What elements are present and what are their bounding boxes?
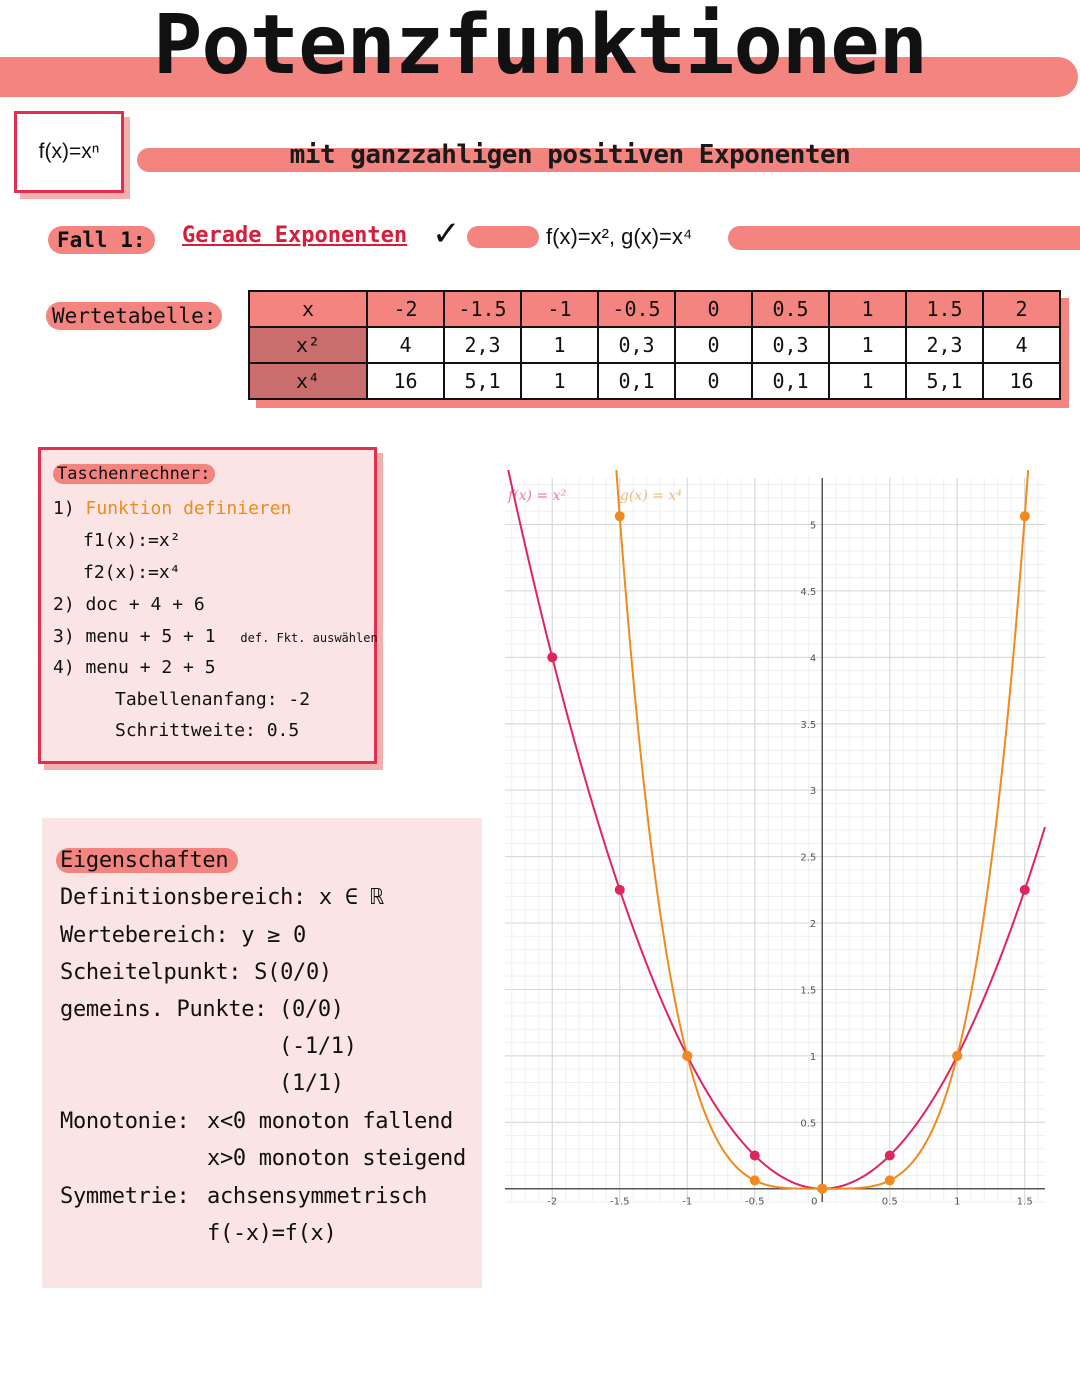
properties-box <box>42 818 482 1288</box>
calc-step-2: 2) doc + 4 + 6 <box>53 594 205 615</box>
table-cell: 1 <box>829 327 906 363</box>
data-point <box>750 1151 760 1161</box>
table-cell: 4 <box>983 327 1060 363</box>
prop-monotony-label: Monotonie: <box>60 1109 190 1134</box>
table-cell: 2,3 <box>906 327 983 363</box>
calc-f2: f2(x):=x⁴ <box>83 562 181 583</box>
table-label: Wertetabelle: <box>46 302 222 330</box>
legend-entry: f(x) = x² <box>508 488 567 504</box>
data-point <box>682 1051 692 1061</box>
y-tick-label: 1.5 <box>800 985 817 997</box>
table-cell: -1 <box>521 291 598 327</box>
y-tick-label: 2 <box>809 919 817 931</box>
calc-start: Tabellenanfang: -2 <box>115 689 311 710</box>
data-point <box>615 511 625 521</box>
table-row <box>249 327 1060 363</box>
table-cell: 0 <box>675 291 752 327</box>
formula-text: f(x)=xⁿ <box>38 140 100 163</box>
prop-monotony: x<0 monoton fallend <box>207 1109 453 1134</box>
data-point <box>615 885 625 895</box>
case-functions: f(x)=x², g(x)=x⁴ <box>546 224 693 249</box>
table-cell: 0 <box>675 363 752 399</box>
data-point <box>1020 885 1030 895</box>
table-cell: 4 <box>367 327 444 363</box>
x-tick-label: -0.5 <box>744 1196 765 1208</box>
case-name: Gerade Exponenten <box>182 223 408 248</box>
prop-range: Wertebereich: y ≥ 0 <box>60 923 306 948</box>
calculator-title: Taschenrechner: <box>53 464 215 484</box>
y-tick-label: 3.5 <box>800 719 817 731</box>
prop-symmetry-label: Symmetrie: <box>60 1184 190 1209</box>
data-point <box>547 652 557 662</box>
prop-symmetry: achsensymmetrisch <box>207 1184 428 1209</box>
value-table <box>248 290 1061 400</box>
calculator-box <box>38 447 377 764</box>
prop-symmetry-formula: f(-x)=f(x) <box>207 1221 337 1246</box>
x-tick-label: -1 <box>682 1196 693 1208</box>
table-cell: 0,3 <box>598 327 675 363</box>
row-header: x⁴ <box>249 363 367 399</box>
prop-common-label: gemeins. Punkte: <box>60 997 268 1022</box>
data-point <box>1020 511 1030 521</box>
prop-monotony: x>0 monoton steigend <box>207 1146 466 1171</box>
table-cell: 1 <box>521 327 598 363</box>
calc-stepwidth: Schrittweite: 0.5 <box>115 720 300 741</box>
step-number: 1) <box>53 498 75 519</box>
table-cell: 1 <box>829 363 906 399</box>
prop-common-point: (1/1) <box>279 1071 344 1096</box>
table-cell: 1 <box>521 363 598 399</box>
x-tick-label: 0 <box>811 1196 818 1208</box>
prop-common-point: (0/0) <box>279 997 344 1022</box>
table-row <box>249 291 1060 327</box>
table-cell: 0 <box>675 327 752 363</box>
check-icon: ✓ <box>432 214 461 254</box>
data-point <box>817 1184 827 1194</box>
table-cell: 5,1 <box>906 363 983 399</box>
y-tick-label: 4.5 <box>800 586 817 598</box>
table-cell: 0,1 <box>752 363 829 399</box>
table-cell: 1.5 <box>906 291 983 327</box>
x-tick-label: -2 <box>547 1196 558 1208</box>
case-label: Fall 1: <box>48 226 155 254</box>
prop-domain: Definitionsbereich: x ∈ ℝ <box>60 885 384 910</box>
highlight-bar <box>728 226 1080 250</box>
highlight-bar <box>467 226 539 248</box>
page-title: Potenzfunktionen <box>153 0 927 93</box>
x-tick-label: 0.5 <box>881 1196 898 1208</box>
x-tick-label: 1.5 <box>1016 1196 1033 1208</box>
y-tick-label: 5 <box>809 520 817 532</box>
prop-vertex: Scheitelpunkt: S(0/0) <box>60 960 332 985</box>
legend-entry: g(x) = x⁴ <box>620 488 682 504</box>
x-tick-label: -1.5 <box>609 1196 630 1208</box>
calc-step-3 <box>53 626 378 647</box>
table-cell: -0.5 <box>598 291 675 327</box>
y-tick-label: 2.5 <box>800 852 817 864</box>
step-note: def. Fkt. auswählen <box>240 631 378 645</box>
subtitle: mit ganzzahligen positiven Exponenten <box>289 140 851 170</box>
calc-f1: f1(x):=x² <box>83 530 181 551</box>
y-tick-label: 0.5 <box>800 1118 817 1130</box>
table-cell: 16 <box>983 363 1060 399</box>
formula-box <box>14 111 124 193</box>
step-text: 3) menu + 5 + 1 <box>53 626 216 647</box>
row-header: x² <box>249 327 367 363</box>
table-cell: 2 <box>983 291 1060 327</box>
data-point <box>885 1151 895 1161</box>
calc-step-1 <box>53 498 291 519</box>
function-graph <box>500 470 1050 1230</box>
table-cell: 5,1 <box>444 363 521 399</box>
table-cell: 2,3 <box>444 327 521 363</box>
data-point <box>750 1175 760 1185</box>
data-point <box>885 1175 895 1185</box>
table-cell: -1.5 <box>444 291 521 327</box>
table-cell: 0.5 <box>752 291 829 327</box>
table-cell: 16 <box>367 363 444 399</box>
table-cell: 0,1 <box>598 363 675 399</box>
calc-step-4: 4) menu + 2 + 5 <box>53 657 216 678</box>
step-label: Funktion definieren <box>85 498 292 519</box>
table-cell: -2 <box>367 291 444 327</box>
table-cell: 1 <box>829 291 906 327</box>
properties-title: Eigenschaften <box>56 848 238 873</box>
table-row <box>249 363 1060 399</box>
y-tick-label: 4 <box>809 653 817 665</box>
x-tick-label: 1 <box>954 1196 961 1208</box>
data-point <box>952 1051 962 1061</box>
y-tick-label: 3 <box>809 786 817 798</box>
table-cell: 0,3 <box>752 327 829 363</box>
row-header: x <box>249 291 367 327</box>
prop-common-point: (-1/1) <box>279 1034 357 1059</box>
y-tick-label: 1 <box>809 1051 817 1063</box>
